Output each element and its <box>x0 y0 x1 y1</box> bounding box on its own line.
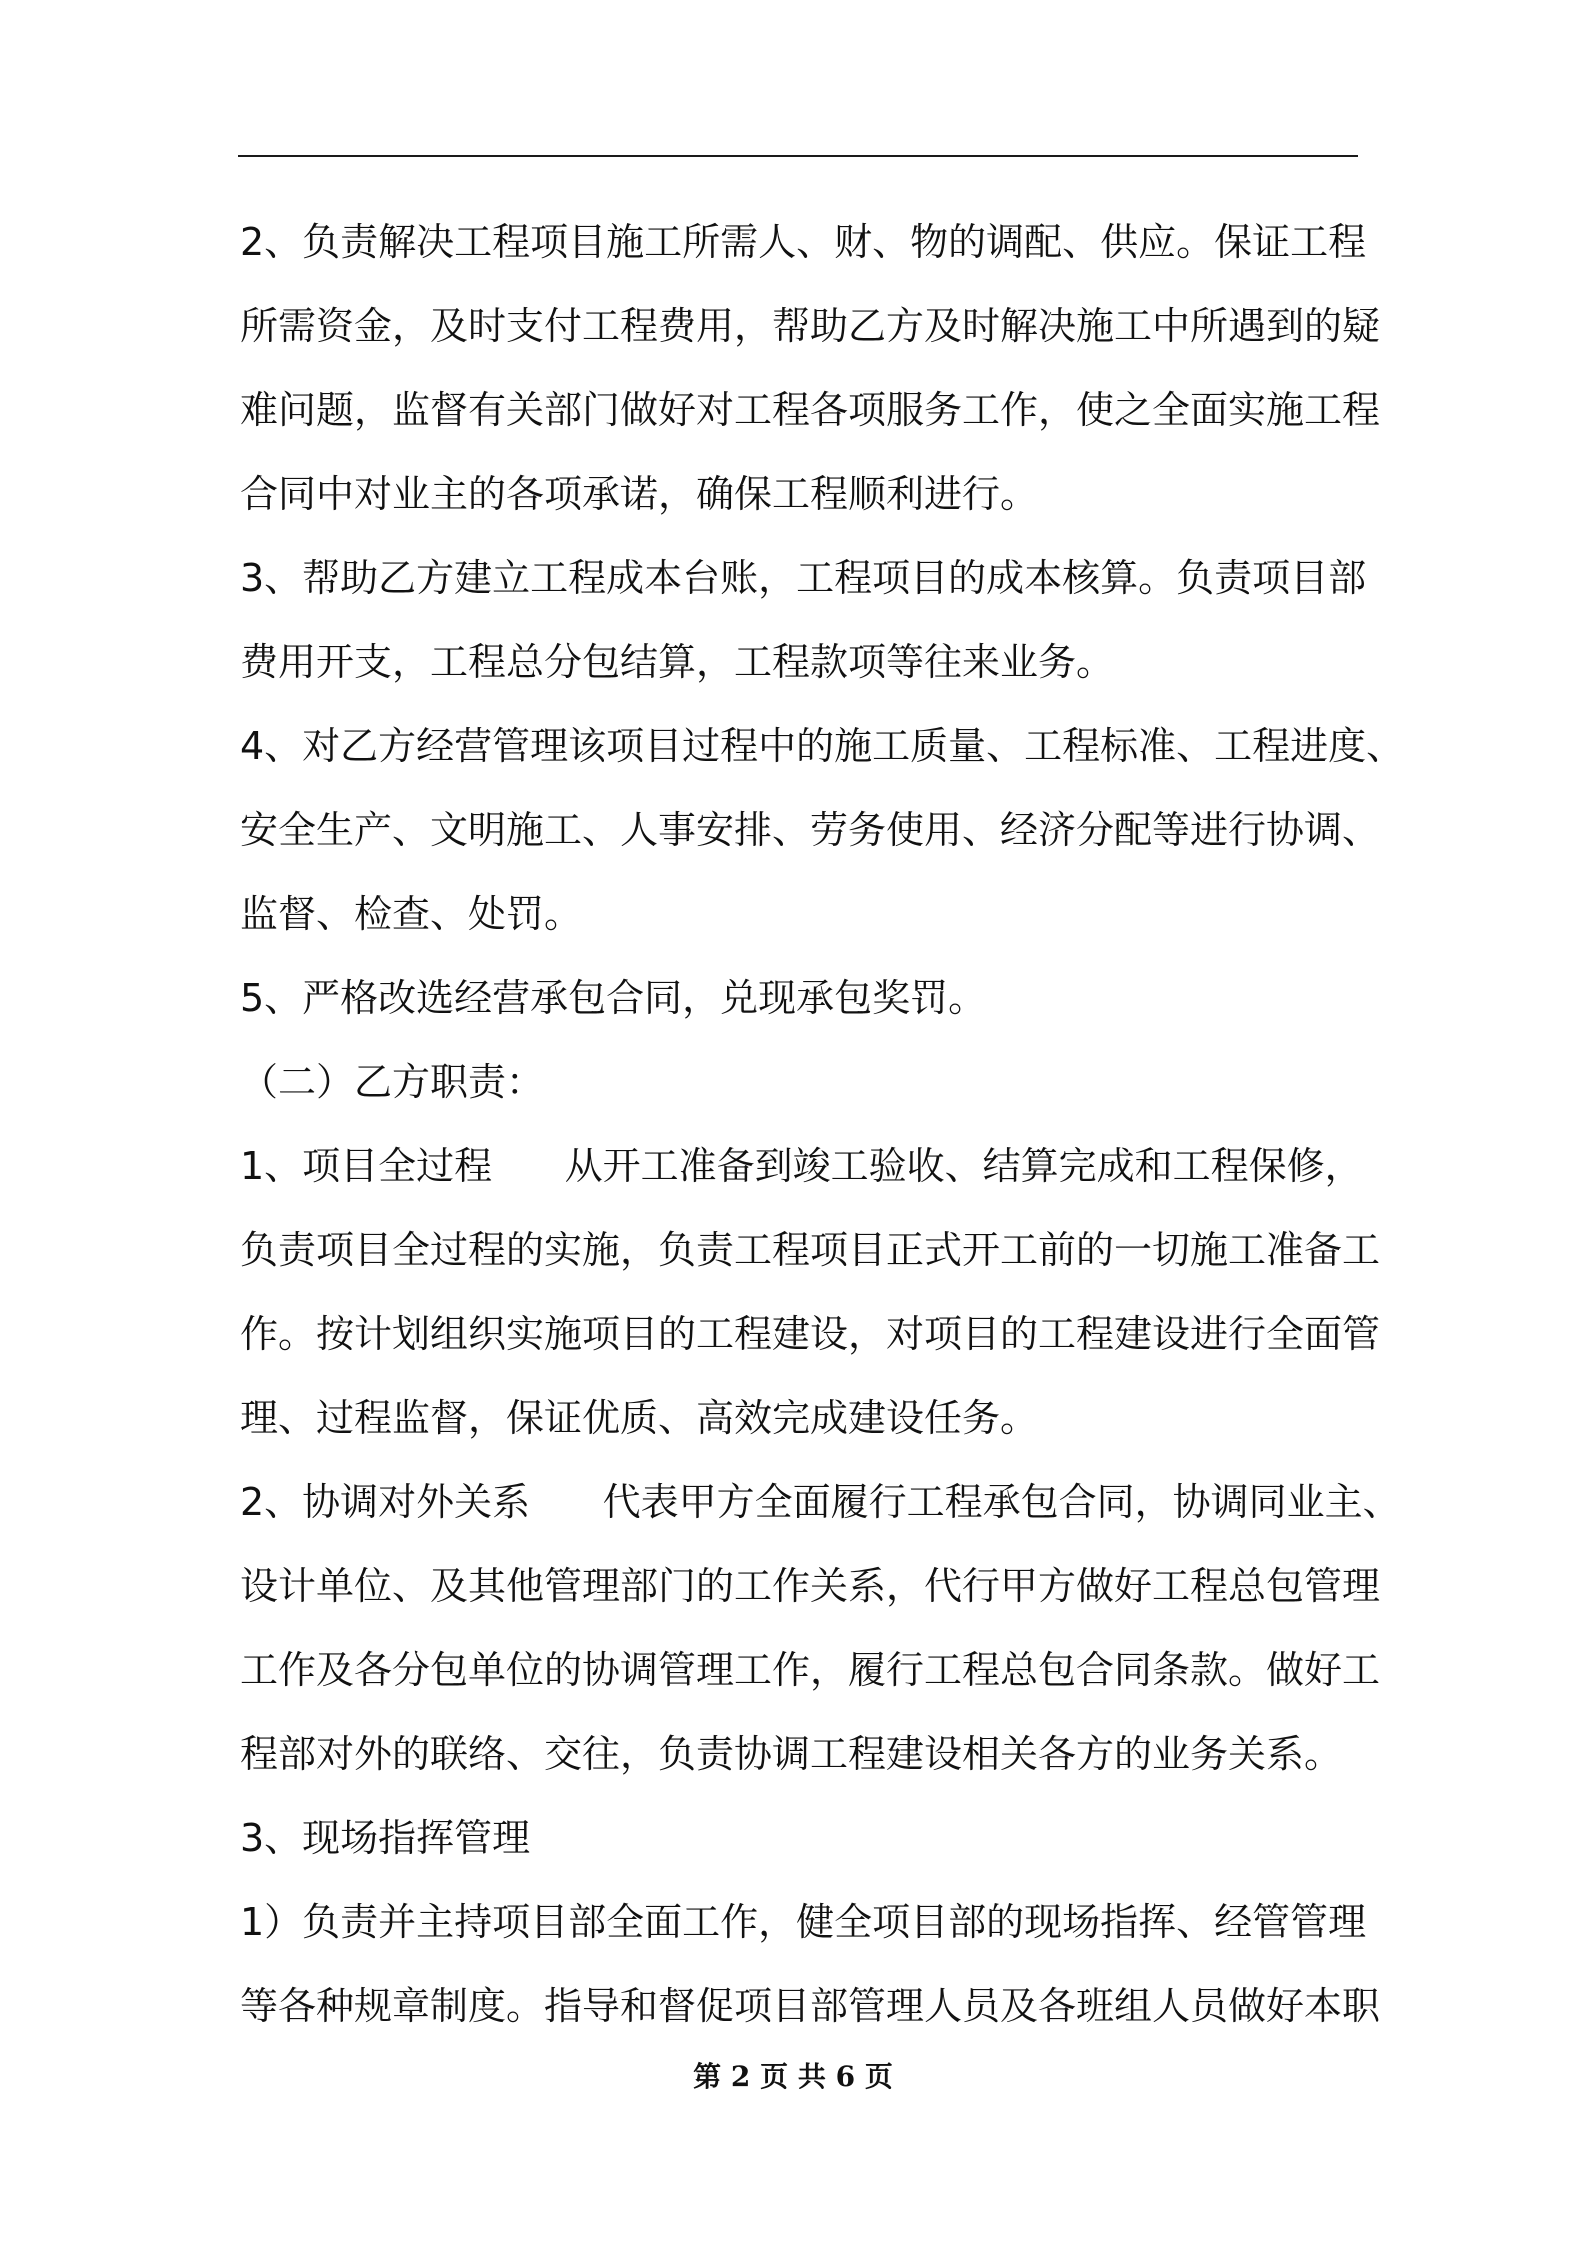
section-heading: （二）乙方职责： <box>240 1060 545 1104</box>
text-line: 4、对乙方经营管理该项目过程中的施工质量、工程标准、工程进度、 <box>240 724 1405 768</box>
text-line: 1）负责并主持项目部全面工作，健全项目部的现场指挥、经管管理 <box>240 1900 1367 1944</box>
text-line: 负责项目全过程的实施，负责工程项目正式开工前的一切施工准备工 <box>240 1228 1381 1272</box>
text-line: 3、现场指挥管理 <box>240 1816 531 1860</box>
text-line: 理、过程监督，保证优质、高效完成建设任务。 <box>240 1396 1039 1440</box>
text-line: 监督、检查、处罚。 <box>240 892 583 936</box>
text-line: 难问题，监督有关部门做好对工程各项服务工作，使之全面实施工程 <box>240 388 1381 432</box>
body-text <box>240 200 1405 2048</box>
text-line: 5、严格改选经营承包合同，兑现承包奖罚。 <box>240 976 987 1020</box>
text-line: 设计单位、及其他管理部门的工作关系，代行甲方做好工程总包管理 <box>240 1564 1381 1608</box>
text-line: 1、项目全过程 从开工准备到竣工验收、结算完成和工程保修， <box>240 1144 1363 1188</box>
page-number-footer: 第 2 页 共 6 页 <box>693 2060 893 2093</box>
header-rule <box>238 155 1358 157</box>
text-line: 安全生产、文明施工、人事安排、劳务使用、经济分配等进行协调、 <box>240 808 1381 852</box>
text-line: 程部对外的联络、交往，负责协调工程建设相关各方的业务关系。 <box>240 1732 1343 1776</box>
text-line: 等各种规章制度。指导和督促项目部管理人员及各班组人员做好本职 <box>240 1984 1381 2028</box>
text-line: 作。按计划组织实施项目的工程建设，对项目的工程建设进行全面管 <box>240 1312 1381 1356</box>
text-line: 费用开支，工程总分包结算，工程款项等往来业务。 <box>240 640 1115 684</box>
text-line: 2、协调对外关系 代表甲方全面履行工程承包合同，协调同业主、 <box>240 1480 1401 1524</box>
text-line: 合同中对业主的各项承诺，确保工程顺利进行。 <box>240 472 1039 516</box>
text-line: 所需资金，及时支付工程费用，帮助乙方及时解决施工中所遇到的疑 <box>240 304 1381 348</box>
text-line: 工作及各分包单位的协调管理工作，履行工程总包合同条款。做好工 <box>240 1648 1381 1692</box>
text-line: 3、帮助乙方建立工程成本台账，工程项目的成本核算。负责项目部 <box>240 556 1367 600</box>
text-line: 2、负责解决工程项目施工所需人、财、物的调配、供应。保证工程 <box>240 220 1367 264</box>
